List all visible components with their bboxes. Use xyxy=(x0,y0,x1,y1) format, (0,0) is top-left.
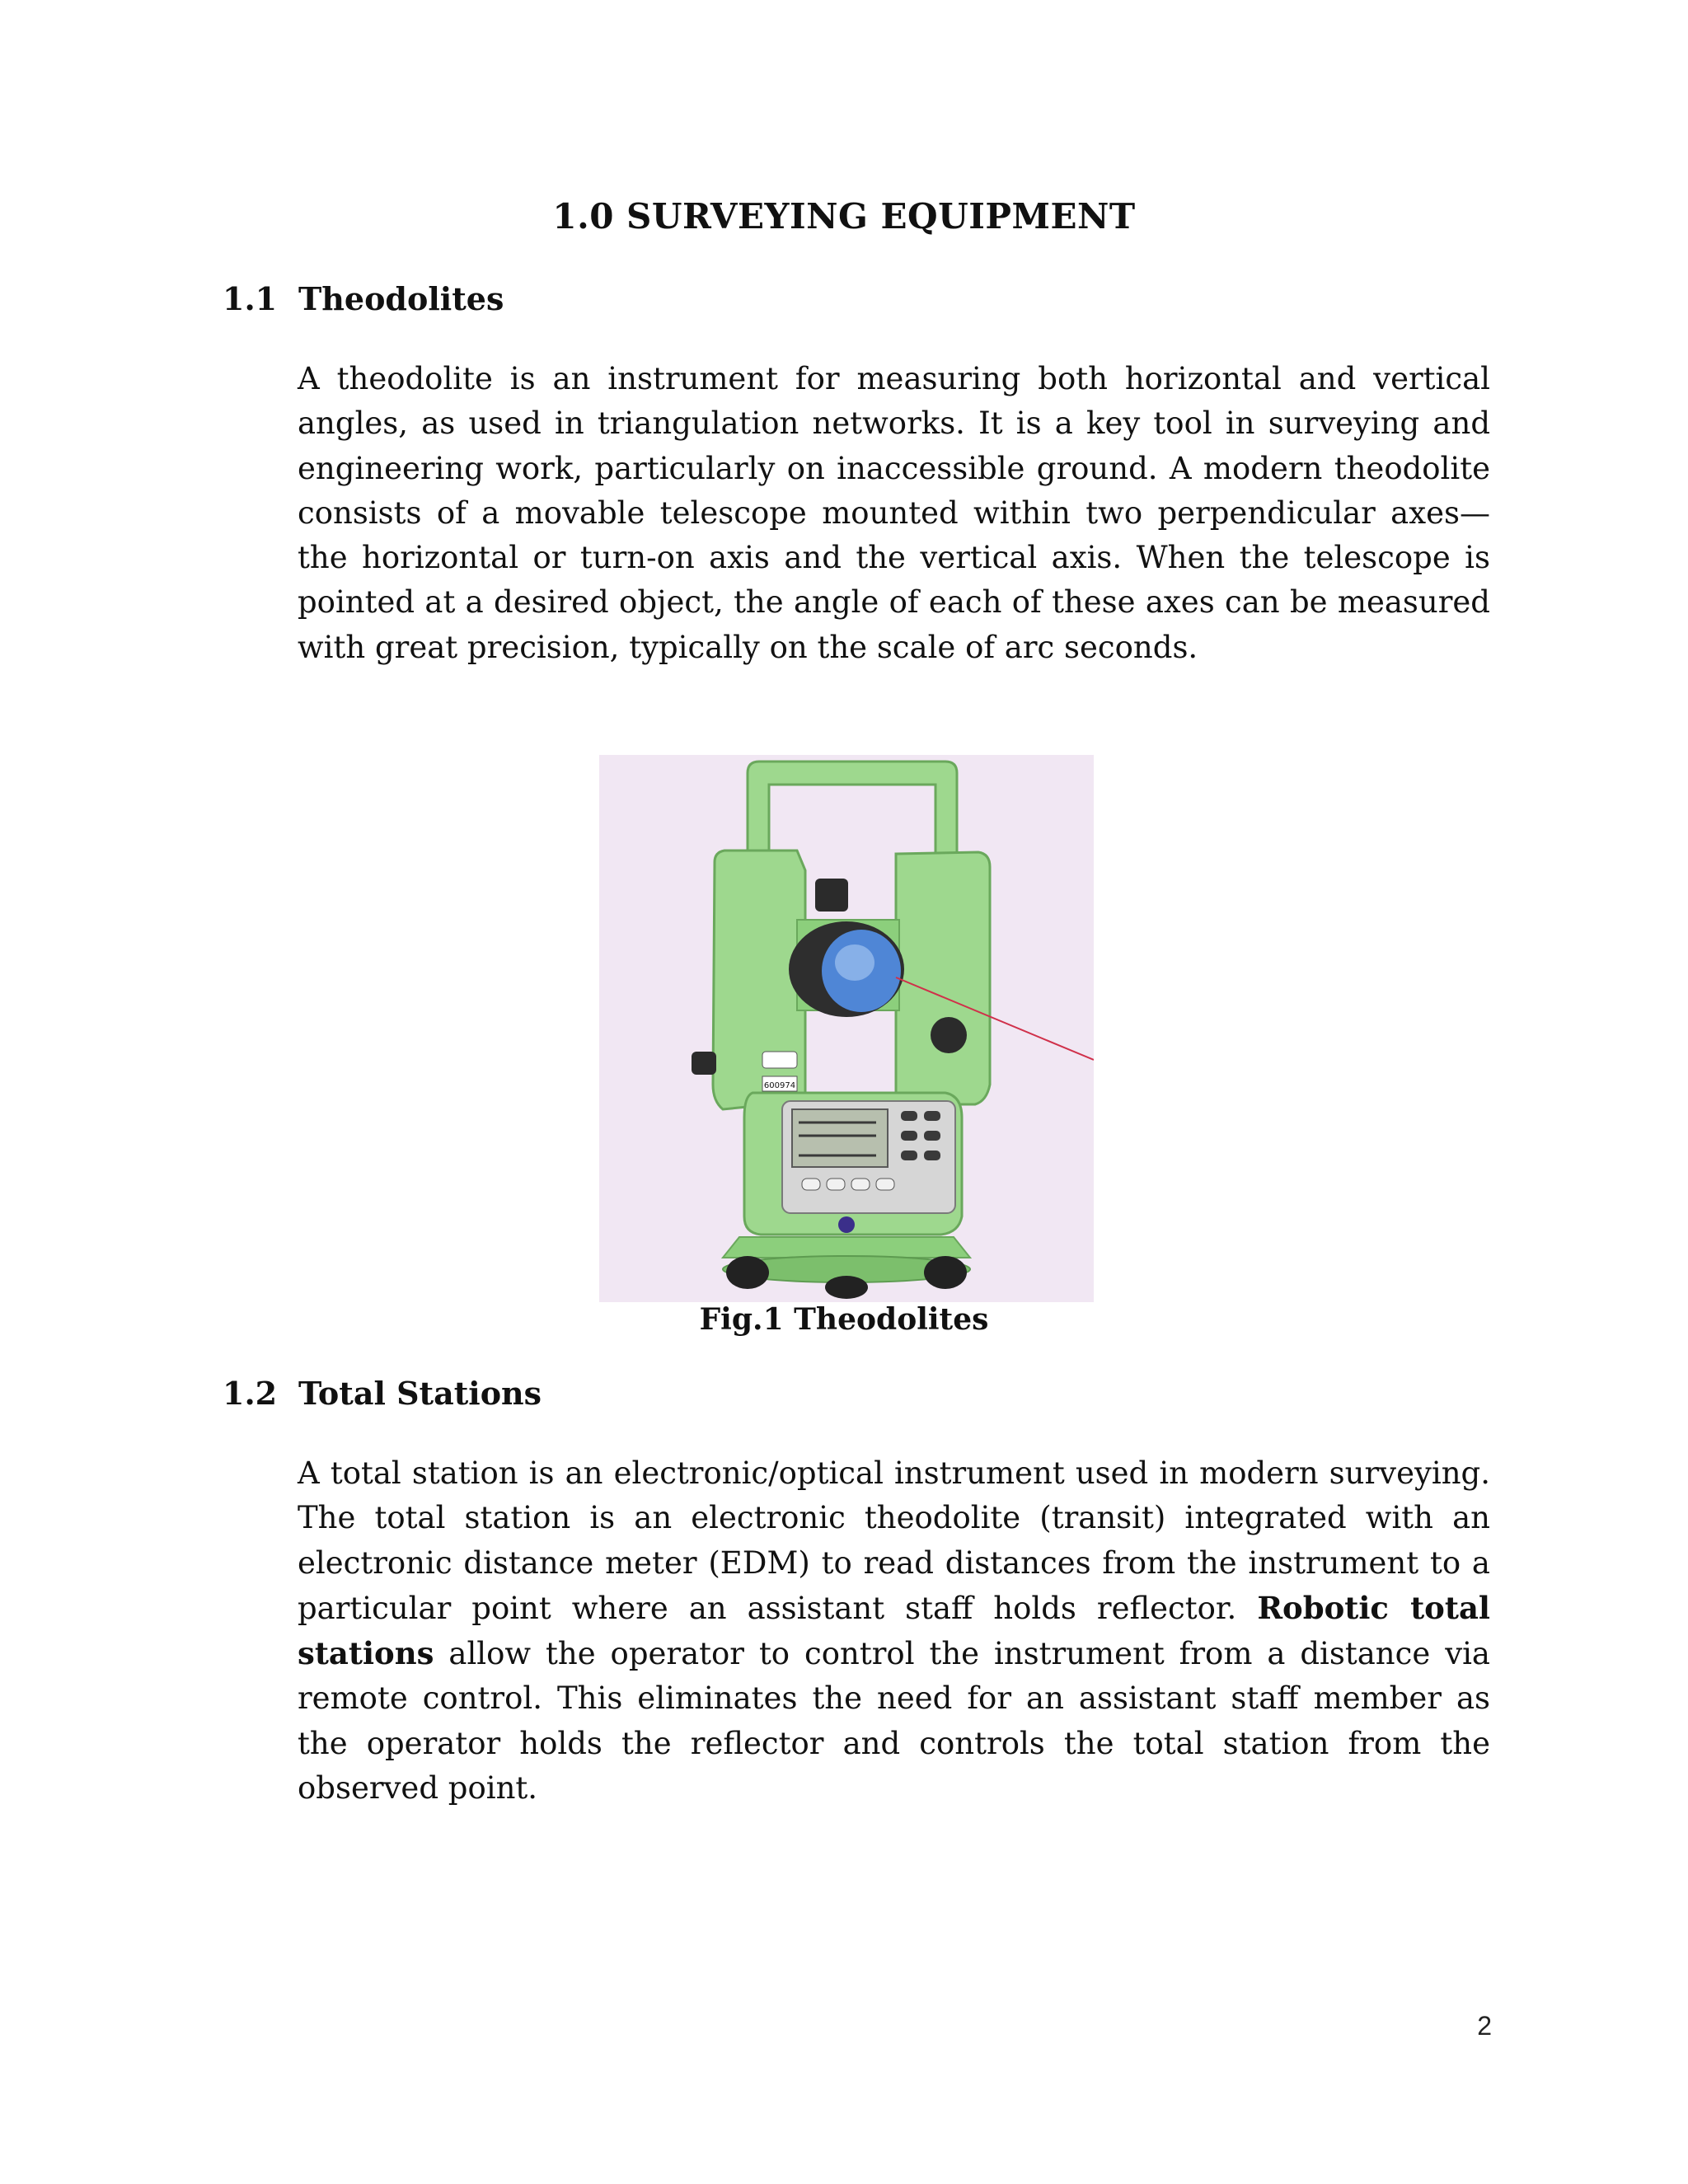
paragraph-intro: A total station is an electronic/optical instrument used in modern surveying. The total station is an electronic theodolite (transit) integrated with an electronic distance meter (EDM) to read distances from the instrument to a particular point where an assistant staff holds reflector. xyxy=(298,1455,1490,1626)
side-knob-shape xyxy=(692,1052,716,1075)
section-number: 1.1 xyxy=(223,280,278,317)
document-title: 1.0 SURVEYING EQUIPMENT xyxy=(552,196,1136,237)
section-number: 1.2 xyxy=(223,1375,278,1412)
finder-shape xyxy=(815,879,848,912)
figure-caption: Fig.1 Theodolites xyxy=(699,1302,989,1337)
tribrach-shape xyxy=(723,1237,970,1258)
focus-knob-shape xyxy=(931,1017,967,1053)
paragraph-rest: allow the operator to control the instrument from a distance via remote control. This eliminates the need for an assistant staff member as the operator holds the reflector and controls the total station from the observed point. xyxy=(298,1636,1490,1807)
foot-screw-right-shape xyxy=(924,1256,967,1289)
page-number: 2 xyxy=(1477,2011,1492,2041)
foot-screw-left-shape xyxy=(726,1256,769,1289)
section-heading-theodolites xyxy=(223,280,504,317)
theodolite-illustration xyxy=(599,755,1094,1302)
level-bubble-shape xyxy=(838,1216,855,1233)
theodolites-paragraph: A theodolite is an instrument for measuring both horizontal and vertical angles, as used in triangulation networks. It is a key tool in surveying and engineering work, particularly on inaccessible ground. A modern theodolite consists of a movable telescope mounted within two perpendicular axes—the horizontal or turn-on axis and the vertical axis. When the telescope is pointed at a desired object, the angle of each of these axes can be measured with great precision, typically on the scale of arc seconds. xyxy=(298,361,1490,665)
section-heading-total-stations xyxy=(223,1375,542,1412)
theodolite-figure-image xyxy=(599,755,1094,1302)
right-standard-shape xyxy=(896,852,990,1104)
section-title: Total Stations xyxy=(298,1375,542,1412)
foot-screw-front-shape xyxy=(825,1276,868,1299)
section-title: Theodolites xyxy=(298,280,504,317)
brand-badge-shape xyxy=(762,1052,797,1068)
paragraph-bold-term: Robotic total stations xyxy=(298,1589,1490,1672)
lcd-screen-shape xyxy=(792,1109,888,1167)
lens-highlight-shape xyxy=(835,944,874,981)
serial-label: 600974 xyxy=(763,1081,796,1090)
total-stations-paragraph xyxy=(298,1451,1490,1811)
